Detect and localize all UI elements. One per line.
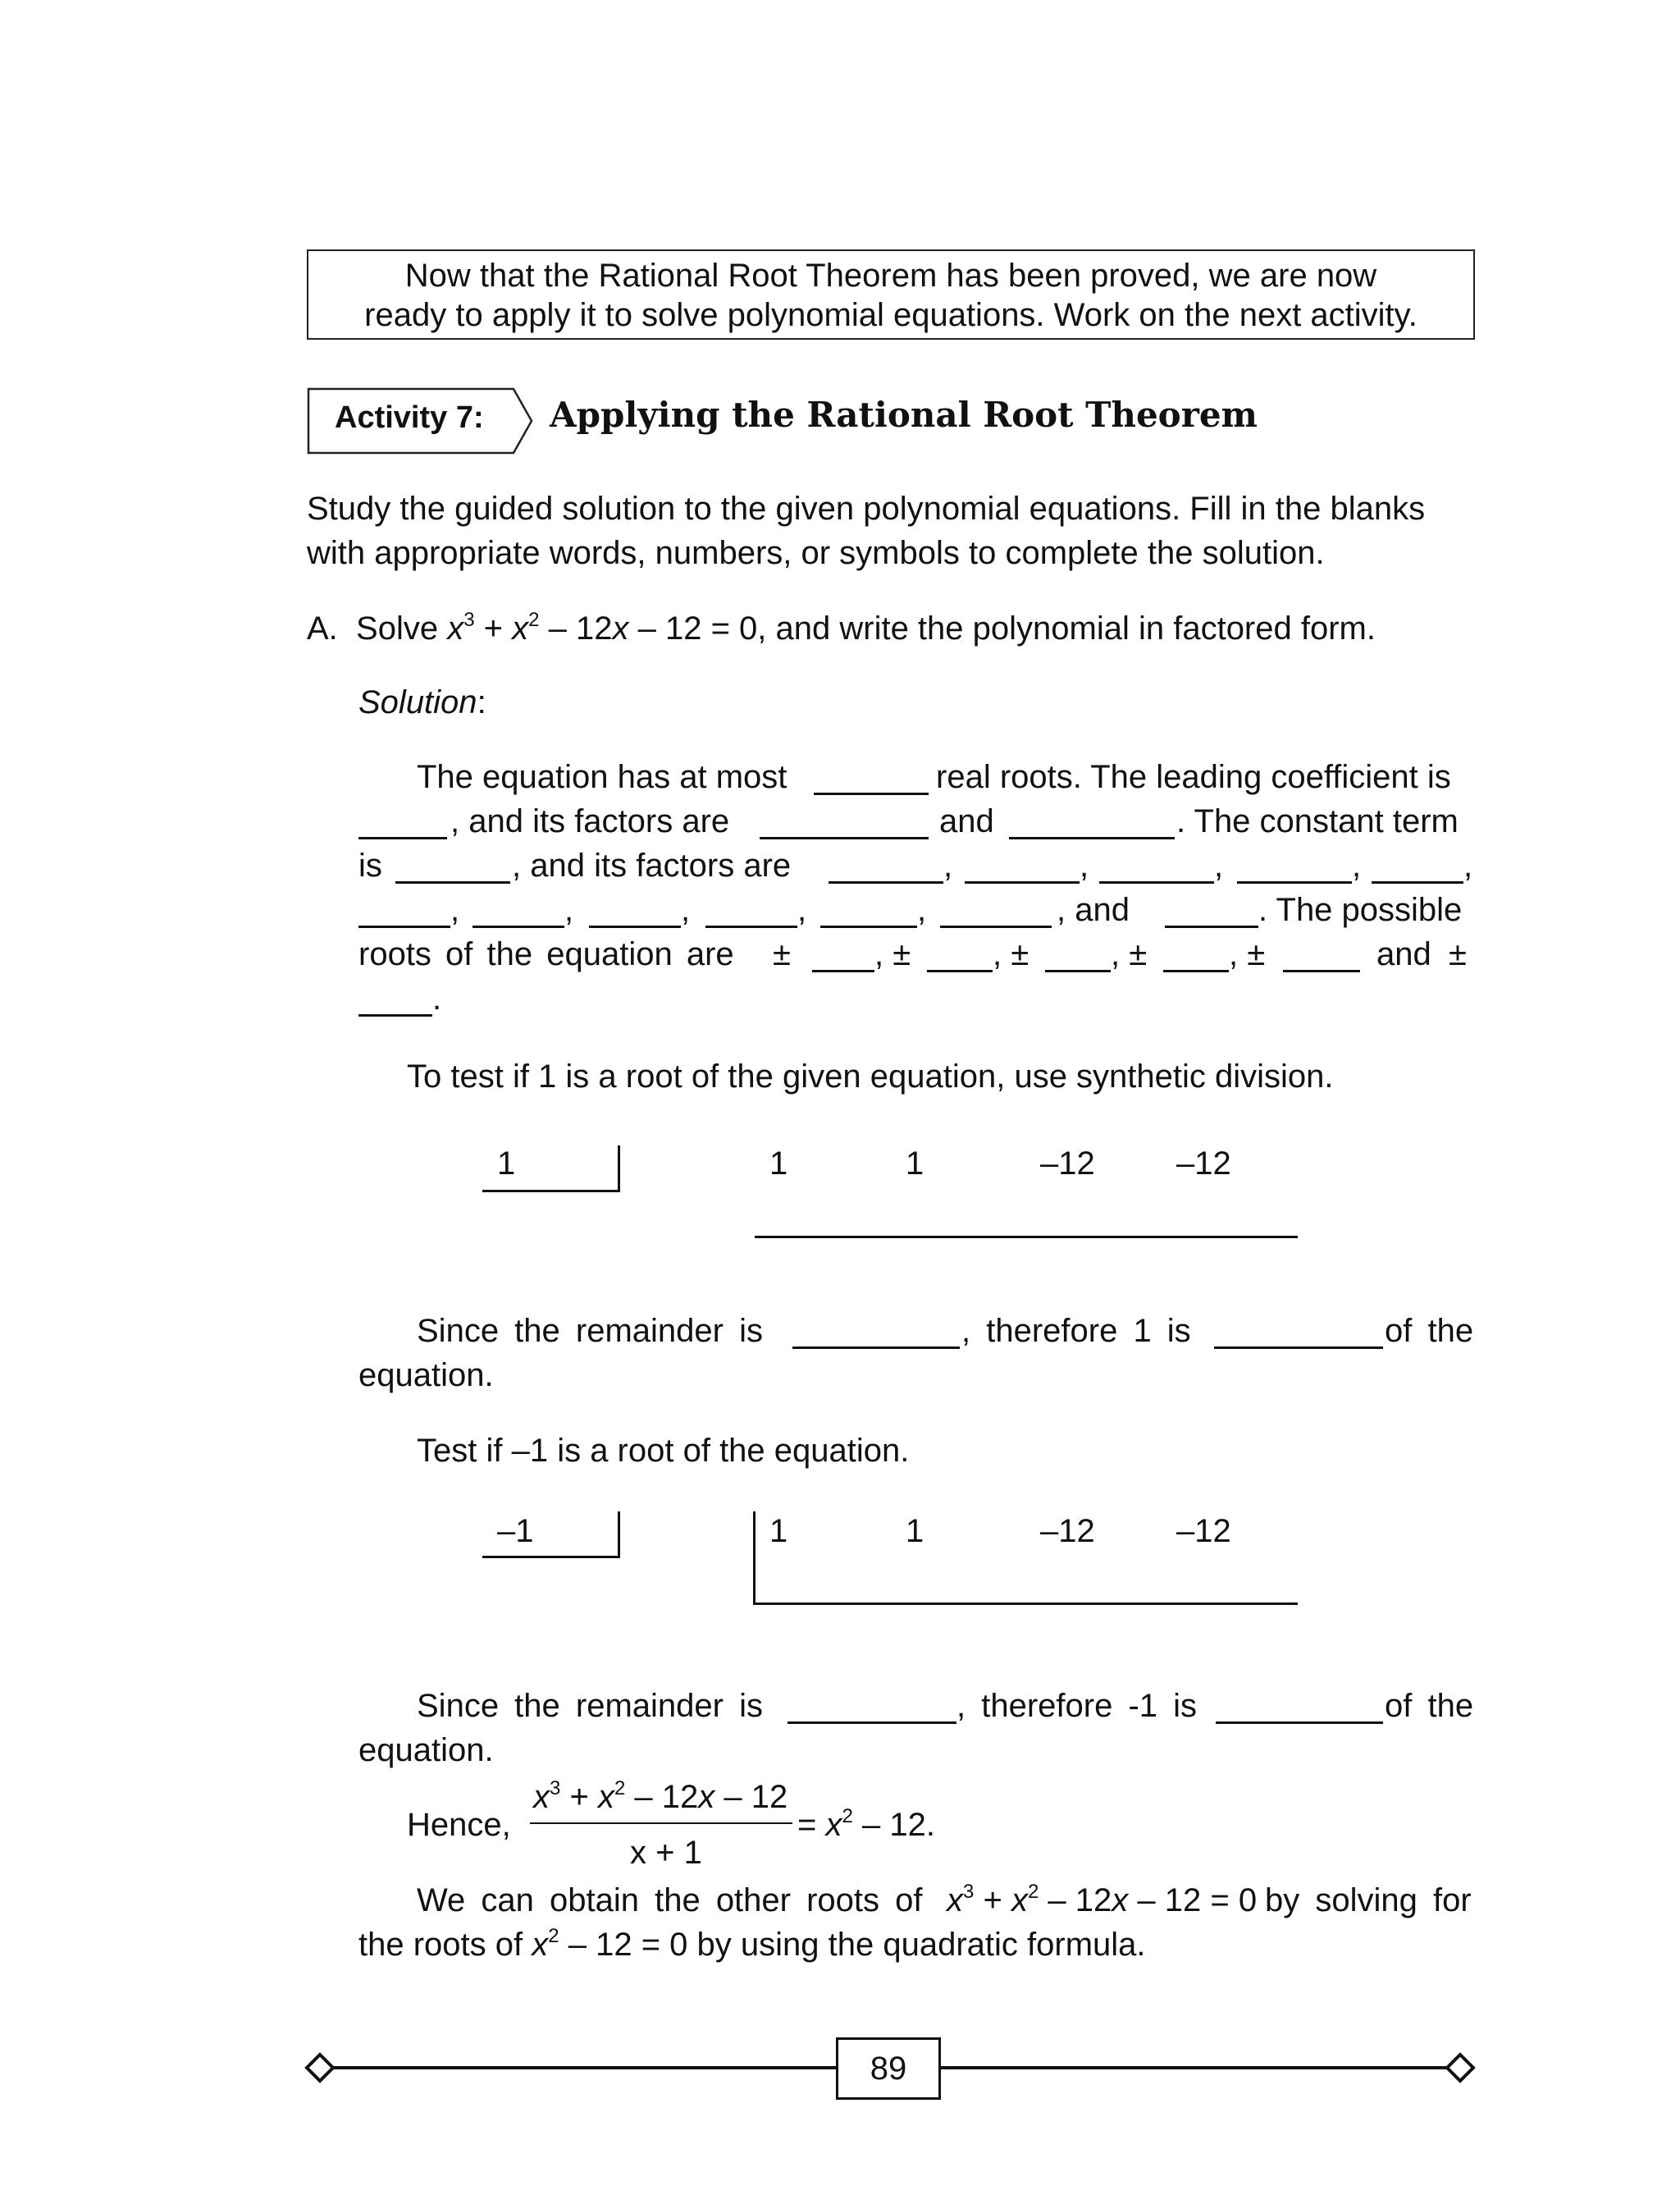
blank-possible-root[interactable] bbox=[1283, 942, 1360, 972]
test2-coef: –12 bbox=[1176, 1513, 1231, 1549]
footer-diamond-right bbox=[1447, 2055, 1473, 2081]
fraction-bar bbox=[530, 1822, 792, 1824]
para1-line-4a: and bbox=[1075, 892, 1130, 928]
comma: , bbox=[797, 892, 807, 928]
hence-result: = $x^2 - 12$. bbox=[797, 1805, 935, 1843]
para1-line-2a: , and its factors are bbox=[450, 803, 730, 839]
test2-since: Since the remainder is bbox=[417, 1688, 763, 1724]
blank-possible-root-last[interactable] bbox=[358, 986, 432, 1017]
para1-line-1b: real roots. The leading coefficient is bbox=[936, 759, 1451, 795]
page-number: 89 bbox=[836, 2037, 941, 2100]
blank-test2-conclusion[interactable] bbox=[1216, 1694, 1383, 1724]
intro-line-1: Now that the Rational Root Theorem has been proved, we are now bbox=[404, 258, 1377, 294]
para1-line-3b: , and its factors are bbox=[512, 848, 792, 884]
blank-constant-factor[interactable] bbox=[820, 898, 917, 928]
comma: , bbox=[1214, 848, 1224, 884]
blank-possible-root[interactable] bbox=[1163, 942, 1229, 972]
closing-line-1b: by solving for bbox=[1265, 1882, 1472, 1918]
blank-constant-factor[interactable] bbox=[1099, 853, 1214, 884]
problem-equation: $x^3 + x^2 - 12x - 12$ bbox=[447, 609, 711, 647]
blank-constant-factor[interactable] bbox=[1372, 853, 1463, 884]
instructions-line-2: with appropriate words, numbers, or symbols to complete the solution. bbox=[307, 535, 1325, 571]
test1-coef: –12 bbox=[1176, 1145, 1231, 1182]
test2-divisor: –1 bbox=[497, 1513, 534, 1549]
test2-result-line bbox=[753, 1602, 1298, 1605]
comma-pm: , ± bbox=[1111, 936, 1148, 972]
test2-of-the: of the bbox=[1385, 1688, 1474, 1724]
blank-constant-factor[interactable] bbox=[705, 898, 797, 928]
blank-leading-factor-2[interactable] bbox=[1009, 809, 1175, 839]
blank-constant-factor-last[interactable] bbox=[1165, 898, 1258, 928]
comma: , bbox=[1463, 848, 1473, 884]
comma: , bbox=[564, 892, 574, 928]
intro-box bbox=[307, 249, 1475, 340]
solution-label: Solution: bbox=[358, 684, 486, 720]
hence-denominator: x + 1 bbox=[630, 1835, 702, 1871]
test1-since: Since the remainder is bbox=[417, 1313, 763, 1349]
para1-line-2b: and bbox=[939, 803, 994, 839]
comma: , bbox=[1352, 848, 1362, 884]
comma: , bbox=[681, 892, 691, 928]
test1-equation: equation. bbox=[358, 1357, 494, 1393]
blank-test1-conclusion[interactable] bbox=[1214, 1319, 1383, 1349]
para1-line-5b: and bbox=[1376, 936, 1431, 972]
problem-statement bbox=[307, 609, 1376, 648]
test1-divisor: 1 bbox=[497, 1145, 516, 1182]
para1-line-3a: is bbox=[358, 848, 382, 884]
blank-constant-factor[interactable] bbox=[472, 898, 564, 928]
plus-minus: ± bbox=[773, 936, 791, 972]
test1-divisor-bar bbox=[618, 1145, 620, 1192]
activity-tag bbox=[307, 387, 514, 453]
activity-title: Applying the Rational Root Theorem bbox=[550, 395, 1258, 435]
closing-line-1a: We can obtain the other roots of bbox=[417, 1882, 923, 1918]
comma-pm: , ± bbox=[874, 936, 911, 972]
para1-line-2c: . The constant term bbox=[1176, 803, 1459, 839]
blank-possible-root[interactable] bbox=[927, 942, 993, 972]
comma-pm: , ± bbox=[993, 936, 1029, 972]
test1-coef: 1 bbox=[769, 1145, 788, 1182]
para1-line-5a: roots of the equation are bbox=[358, 936, 734, 972]
blank-test1-remainder[interactable] bbox=[792, 1319, 960, 1349]
closing-equation: $x^3 + x^2 - 12x - 12 = 0$ bbox=[947, 1881, 1258, 1918]
test1-coef: 1 bbox=[906, 1145, 924, 1182]
para1-line-1a: The equation has at most bbox=[417, 759, 788, 795]
blank-number-of-roots[interactable] bbox=[814, 765, 929, 795]
plus-minus: ± bbox=[1449, 936, 1467, 972]
comma: , bbox=[943, 848, 953, 884]
test1-of-the: of the bbox=[1385, 1313, 1474, 1349]
hence-numerator: $x^3 + x^2 - 12x - 12$ bbox=[533, 1777, 788, 1815]
blank-test2-remainder[interactable] bbox=[788, 1694, 956, 1724]
test2-intro: Test if –1 is a root of the equation. bbox=[417, 1433, 910, 1469]
footer-diamond-left bbox=[307, 2055, 333, 2081]
period: . bbox=[432, 981, 442, 1017]
test1-therefore: , therefore 1 is bbox=[961, 1313, 1191, 1349]
closing-line-2b: – 12 = 0 by using the quadratic formula. bbox=[568, 1927, 1146, 1963]
blank-constant-factor[interactable] bbox=[589, 898, 681, 928]
blank-possible-root[interactable] bbox=[812, 942, 874, 972]
test1-coef: –12 bbox=[1040, 1145, 1095, 1182]
test1-intro: To test if 1 is a root of the given equation, use synthetic division. bbox=[407, 1058, 1334, 1095]
hence-label: Hence, bbox=[407, 1807, 511, 1843]
blank-leading-coefficient[interactable] bbox=[358, 809, 447, 839]
test2-therefore: , therefore -1 is bbox=[956, 1688, 1198, 1724]
intro-line-2: ready to apply it to solve polynomial equations. Work on the next activity. bbox=[364, 297, 1418, 333]
hence-result-tail: 12. bbox=[889, 1807, 935, 1843]
closing-line-2: the roots of $x^2 - 12 = 0$ by using the quadratic formula. bbox=[358, 1925, 1146, 1963]
test2-divisor-bar bbox=[618, 1511, 620, 1558]
para1-line-4b: . The possible bbox=[1258, 892, 1463, 928]
test1-divisor-underline bbox=[482, 1190, 620, 1192]
test2-coef: –12 bbox=[1040, 1513, 1095, 1549]
closing-line-2a: the roots of bbox=[358, 1927, 523, 1963]
problem-letter: A. bbox=[307, 610, 338, 647]
test2-coef: 1 bbox=[906, 1513, 924, 1549]
blank-possible-root[interactable] bbox=[1045, 942, 1111, 972]
comma: , bbox=[917, 892, 927, 928]
test2-coef: 1 bbox=[769, 1513, 788, 1549]
test1-result-line bbox=[755, 1236, 1298, 1238]
blank-constant-factor[interactable] bbox=[1237, 853, 1352, 884]
blank-leading-factor-1[interactable] bbox=[760, 809, 929, 839]
comma: , bbox=[450, 892, 460, 928]
activity-label: Activity 7: bbox=[335, 400, 484, 435]
problem-prefix: Solve bbox=[356, 610, 448, 647]
comma-pm: , ± bbox=[1229, 936, 1266, 972]
comma: , bbox=[1080, 848, 1089, 884]
blank-constant-factor[interactable] bbox=[940, 898, 1052, 928]
instructions-line-1: Study the guided solution to the given polynomial equations. Fill in the blanks bbox=[307, 491, 1426, 527]
test2-coef-bar bbox=[753, 1511, 756, 1605]
problem-suffix: = 0, and write the polynomial in factored form. bbox=[710, 610, 1376, 647]
blank-constant-factor[interactable] bbox=[358, 898, 450, 928]
test2-equation: equation. bbox=[358, 1732, 494, 1768]
solution-label-text: Solution bbox=[358, 684, 477, 720]
blank-constant-term[interactable] bbox=[395, 853, 510, 884]
comma-and: , and bbox=[1057, 892, 1130, 928]
blank-constant-factor[interactable] bbox=[965, 853, 1080, 884]
test2-divisor-underline bbox=[482, 1556, 620, 1558]
blank-constant-factor[interactable] bbox=[829, 853, 943, 884]
